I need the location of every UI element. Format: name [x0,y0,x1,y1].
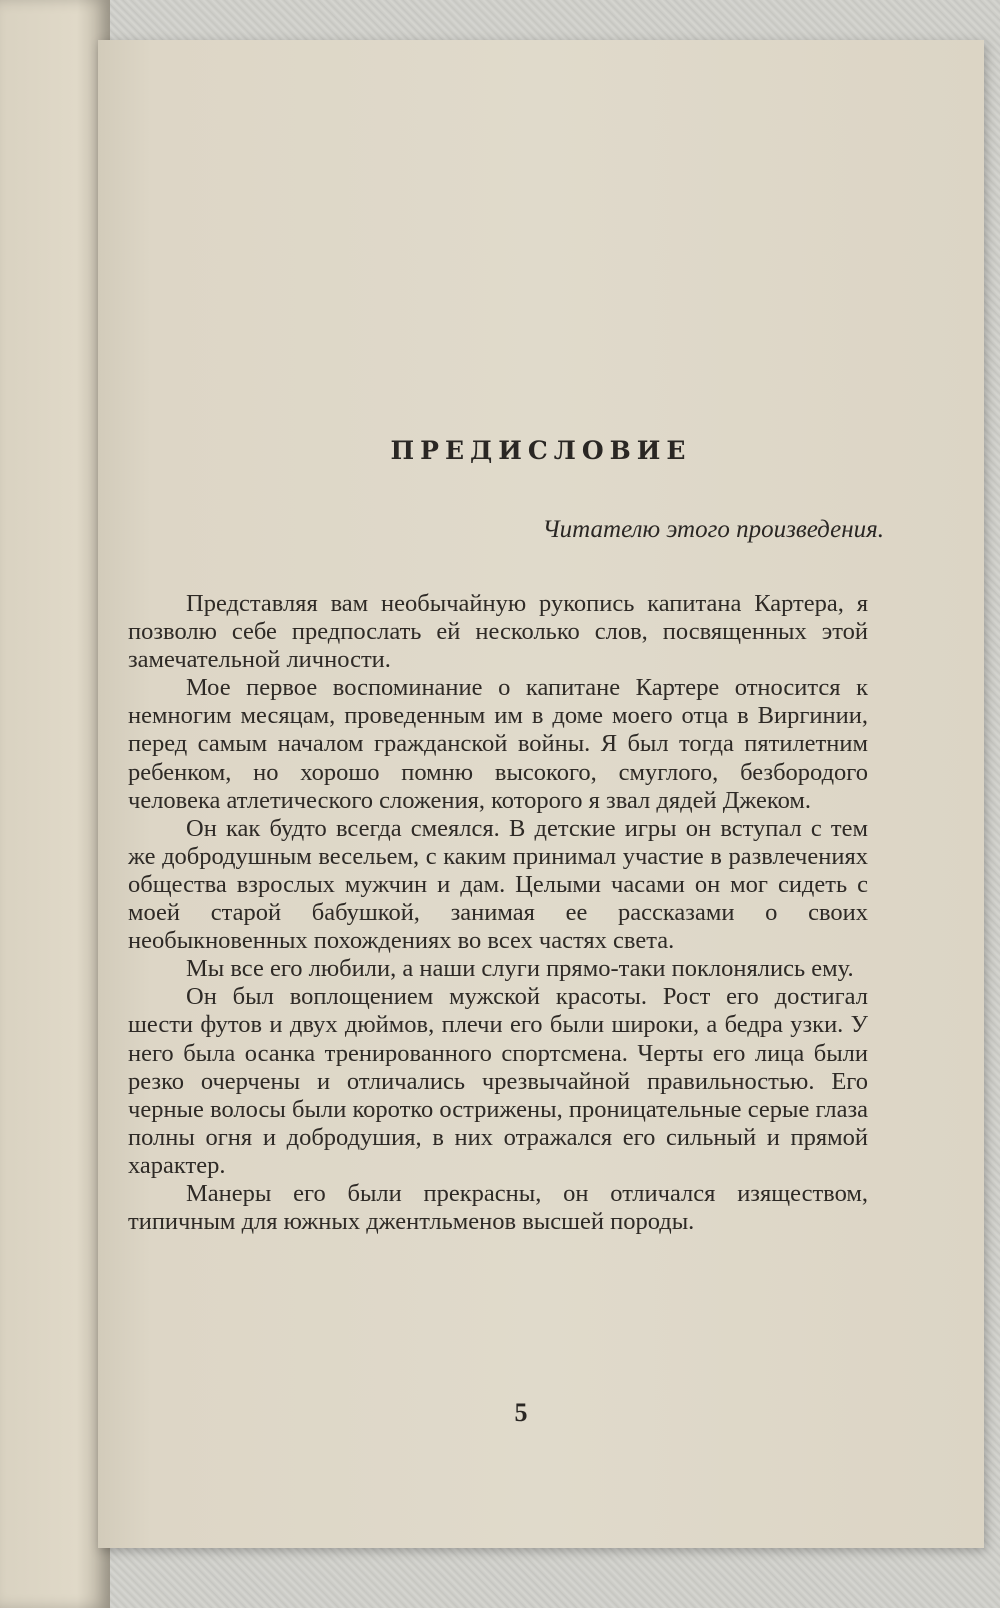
page-number: 5 [514,1398,528,1427]
paragraph: Он был воплощением мужской красоты. Рост его достигал шести футов и двух дюймов, плечи его были широки, а бедра узки. У него была осанка тренированного спортсмена. Черты его лица были резко очерчены и отличались чрезвычайной правильностью. Его черные волосы были коротко острижены, проницательные серые глаза полны огня и добродушия, в них отражался его сильный и прямой характер. [128,983,868,1179]
paragraph: Представляя вам необычайную рукопись капитана Картера, я позволю себе предпослать ей несколько слов, посвященных этой замечательной личности. [128,590,868,674]
paragraph: Манеры его были прекрасны, он отличался изяществом, типичным для южных джентльменов высшей породы. [128,1179,868,1236]
body-text [128,590,868,1236]
paragraph: Он как будто всегда смеялся. В детские игры он вступал с тем же добродушным весельем, с каким принимал участие в развлечениях общества взрослых мужчин и дам. Целыми часами он мог сидеть с моей старой бабушкой, занимая ее рассказами о своих необыкновенных похождениях во всех частях света. [128,814,868,955]
chapter-heading: ПРЕДИСЛОВИЕ [390,436,692,465]
book-page [98,40,984,1548]
paragraph: Мое первое воспоминание о капитане Картере относится к немногим месяцам, проведенным им в доме моего отца в Виргинии, перед самым началом гражданской войны. Я был тогда пятилетним ребенком, но хорошо помню высокого, смуглого, безбородого человека атлетического сложения, которого я звал дядей Джеком. [128,674,868,814]
paragraph: Мы все его любили, а наши слуги прямо-таки поклонялись ему. [186,955,854,983]
left-page-edge [0,0,110,1608]
epigraph: Читателю этого произведения. [542,516,884,543]
